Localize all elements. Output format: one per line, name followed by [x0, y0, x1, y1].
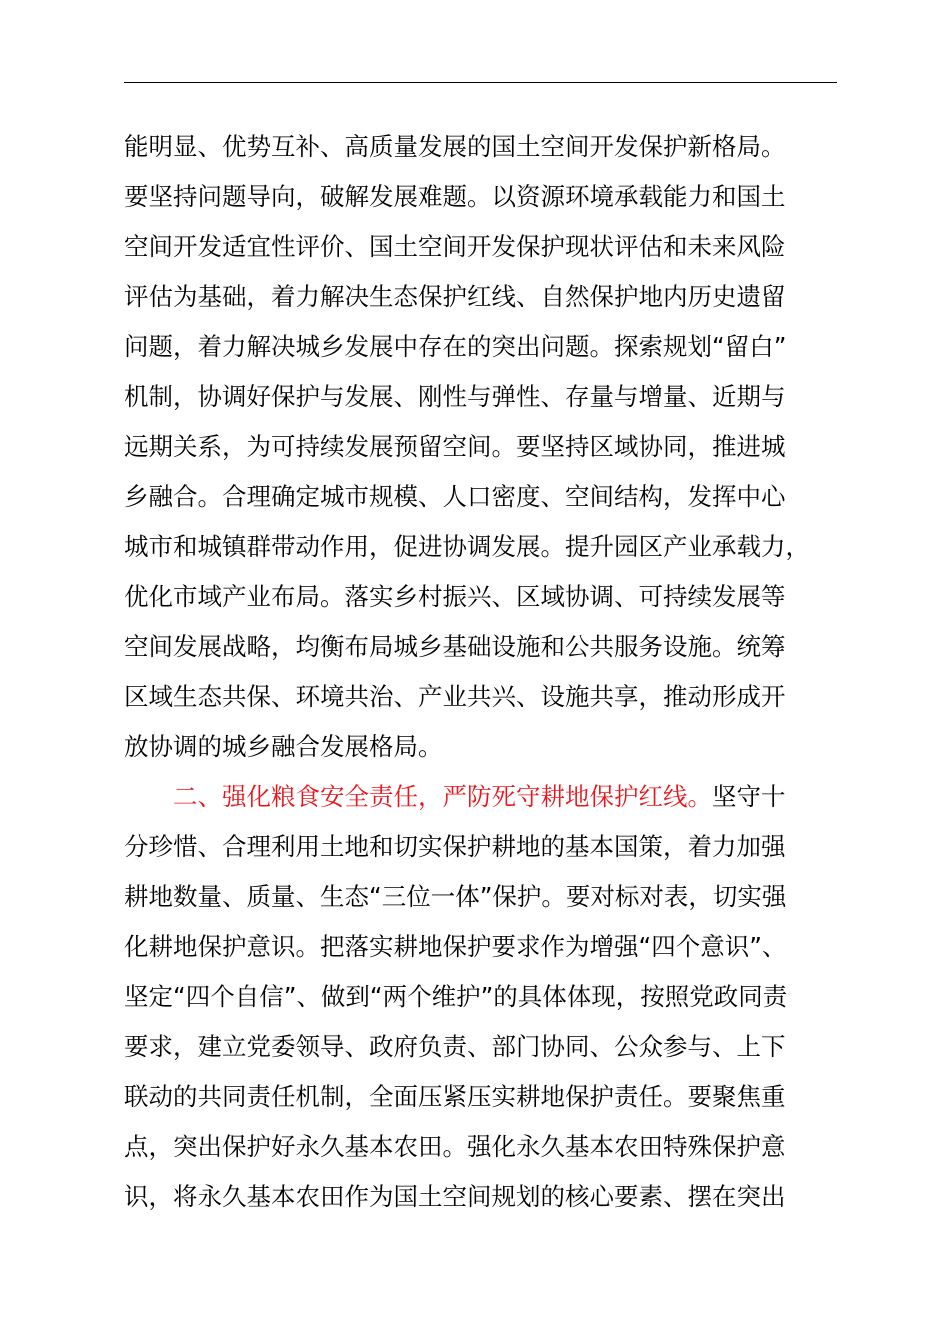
text-line: 远期关系，为可持续发展预留空间。要坚持区域协同，推进城 [124, 432, 786, 461]
text-line: 城市和城镇群带动作用，促进协调发展。提升园区产业承载力， [124, 532, 810, 561]
text-line: 机制，协调好保护与发展、刚性与弹性、存量与增量、近期与 [124, 382, 786, 411]
header-rule [124, 82, 837, 83]
text-line: 分珍惜、合理利用土地和切实保护耕地的基本国策，着力加强 [124, 832, 786, 861]
text-line: 要求，建立党委领导、政府负责、部门协同、公众参与、上下 [124, 1032, 786, 1061]
text-line: 耕地数量、质量、生态“三位一体”保护。要对标对表，切实强 [124, 882, 787, 911]
body-text [124, 122, 854, 1222]
text-line: 点，突出保护好永久基本农田。强化永久基本农田特殊保护意 [124, 1132, 786, 1161]
text-line: 识，将永久基本农田作为国土空间规划的核心要素、摆在突出 [124, 1182, 786, 1211]
text-line: 乡融合。合理确定城市规模、人口密度、空间结构，发挥中心 [124, 482, 786, 511]
text-line: 优化市域产业布局。落实乡村振兴、区域协调、可持续发展等 [124, 582, 786, 611]
section-2-first-line [124, 772, 854, 822]
text-line: 化耕地保护意识。把落实耕地保护要求作为增强“四个意识”、 [124, 932, 787, 961]
text-line: 区域生态共保、环境共治、产业共兴、设施共享，推动形成开 [124, 682, 786, 711]
text-line: 坚定“四个自信”、做到“两个维护”的具体体现，按照党政同责 [124, 982, 788, 1011]
text-line: 问题，着力解决城乡发展中存在的突出问题。探索规划“留白” [124, 332, 787, 361]
section-2-first-line-text: 坚守十 [712, 782, 786, 811]
text-line: 能明显、优势互补、高质量发展的国土空间开发保护新格局。 [124, 132, 786, 161]
text-line: 评估为基础，着力解决生态保护红线、自然保护地内历史遗留 [124, 282, 786, 311]
text-line: 联动的共同责任机制，全面压紧压实耕地保护责任。要聚焦重 [124, 1082, 786, 1111]
section-2-heading: 二、强化粮食安全责任，严防死守耕地保护红线。 [173, 782, 712, 811]
text-line: 要坚持问题导向，破解发展难题。以资源环境承载能力和国土 [124, 182, 786, 211]
text-line: 空间开发适宜性评价、国土空间开发保护现状评估和未来风险 [124, 232, 786, 261]
text-line: 空间发展战略，均衡布局城乡基础设施和公共服务设施。统筹 [124, 632, 786, 661]
text-line: 放协调的城乡融合发展格局。 [124, 732, 443, 761]
